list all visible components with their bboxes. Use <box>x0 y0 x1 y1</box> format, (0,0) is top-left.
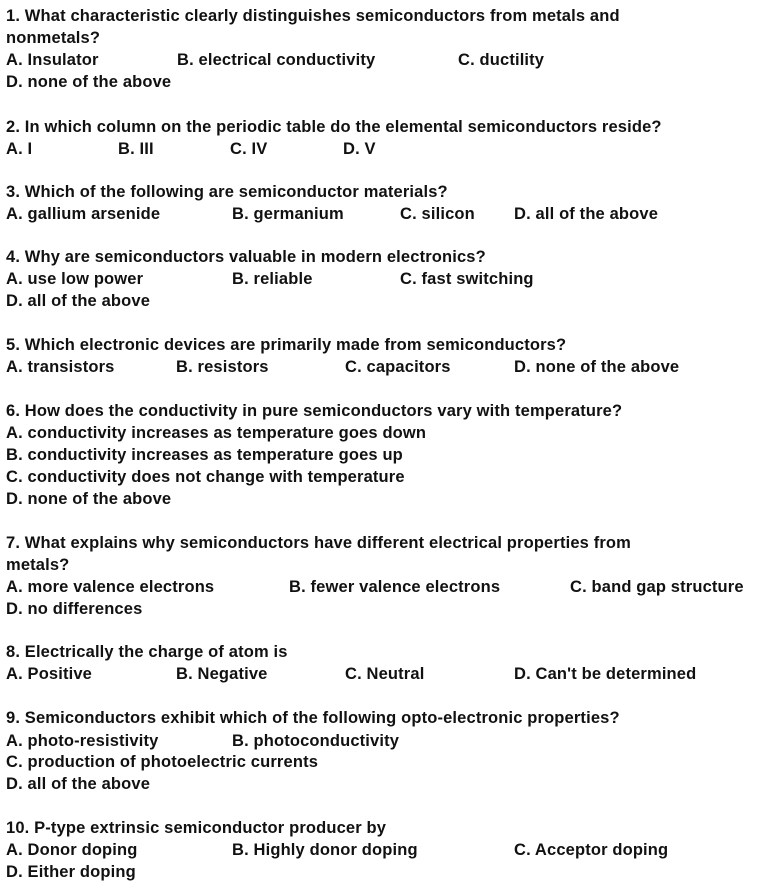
q7-option-d: D. no differences <box>6 600 143 618</box>
q5-option-d: D. none of the above <box>514 358 680 376</box>
q7-option-c: C. band gap structure <box>570 578 744 596</box>
q10-option-c: C. Acceptor doping <box>514 841 669 859</box>
q2-option-a: A. I <box>6 140 33 158</box>
q7-option-a: A. more valence electrons <box>6 578 215 596</box>
q3-option-b: B. germanium <box>232 205 344 223</box>
q2-option-b: B. III <box>118 140 154 158</box>
q6-option-b: B. conductivity increases as temperature goes up <box>6 446 403 464</box>
q4-option-b: B. reliable <box>232 270 313 288</box>
q2-option-d: D. V <box>343 140 376 158</box>
q9-option-a: A. photo-resistivity <box>6 732 159 750</box>
q6-option-d: D. none of the above <box>6 490 172 508</box>
q6-option-a: A. conductivity increases as temperature goes down <box>6 424 427 442</box>
q9-option-c: C. production of photoelectric currents <box>6 753 319 771</box>
q7-option-b: B. fewer valence electrons <box>289 578 501 596</box>
q10-option-d: D. Either doping <box>6 863 136 881</box>
q8-option-a: A. Positive <box>6 665 93 683</box>
q3-option-c: C. silicon <box>400 205 475 223</box>
q1-option-d: D. none of the above <box>6 73 172 91</box>
q8-option-d: D. Can't be determined <box>514 665 697 683</box>
q10-option-a: A. Donor doping <box>6 841 138 859</box>
question-1-text-cont: nonmetals? <box>6 29 101 47</box>
question-8-text: 8. Electrically the charge of atom is <box>6 643 288 661</box>
q4-option-c: C. fast switching <box>400 270 534 288</box>
question-9-text: 9. Semiconductors exhibit which of the following opto-electronic properties? <box>6 709 620 727</box>
question-1-text: 1. What characteristic clearly distinguishes semiconductors from metals and <box>6 7 620 25</box>
q3-option-d: D. all of the above <box>514 205 659 223</box>
question-4-text: 4. Why are semiconductors valuable in modern electronics? <box>6 248 486 266</box>
q10-option-b: B. Highly donor doping <box>232 841 418 859</box>
q6-option-c: C. conductivity does not change with temperature <box>6 468 405 486</box>
q3-option-a: A. gallium arsenide <box>6 205 161 223</box>
q1-option-b: B. electrical conductivity <box>177 51 376 69</box>
q1-option-a: A. Insulator <box>6 51 99 69</box>
q9-option-b: B. photoconductivity <box>232 732 400 750</box>
question-6-text: 6. How does the conductivity in pure semiconductors vary with temperature? <box>6 402 623 420</box>
q5-option-a: A. transistors <box>6 358 115 376</box>
question-10-text: 10. P-type extrinsic semiconductor producer by <box>6 819 387 837</box>
q5-option-b: B. resistors <box>176 358 269 376</box>
q2-option-c: C. IV <box>230 140 268 158</box>
q4-option-a: A. use low power <box>6 270 144 288</box>
question-7-text-cont: metals? <box>6 556 70 574</box>
question-5-text: 5. Which electronic devices are primarily made from semiconductors? <box>6 336 567 354</box>
q4-option-d: D. all of the above <box>6 292 151 310</box>
question-3-text: 3. Which of the following are semiconductor materials? <box>6 183 448 201</box>
q9-option-d: D. all of the above <box>6 775 151 793</box>
q5-option-c: C. capacitors <box>345 358 451 376</box>
question-2-text: 2. In which column on the periodic table do the elemental semiconductors reside? <box>6 118 662 136</box>
q8-option-c: C. Neutral <box>345 665 425 683</box>
question-7-text: 7. What explains why semiconductors have different electrical properties from <box>6 534 631 552</box>
q8-option-b: B. Negative <box>176 665 268 683</box>
q1-option-c: C. ductility <box>458 51 545 69</box>
